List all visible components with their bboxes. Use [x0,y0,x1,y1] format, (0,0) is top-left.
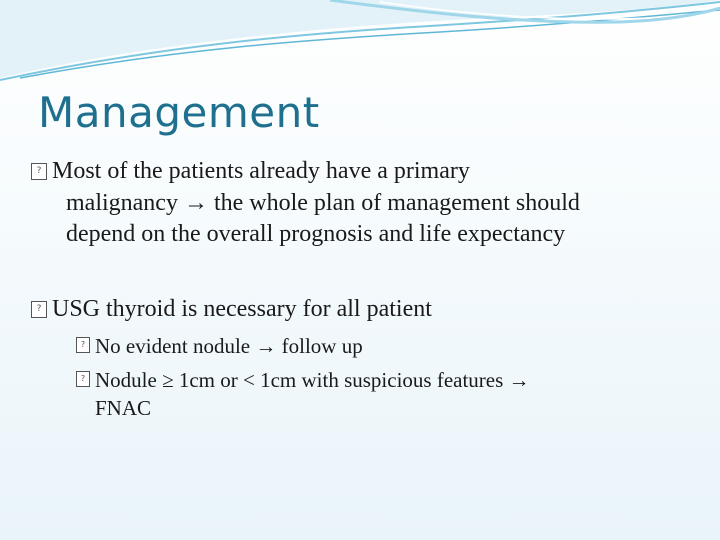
header-wave-decoration [0,0,720,90]
subbullet-item [0,366,720,422]
bullet-item [0,156,720,251]
bullet-text-line: depend on the overall prognosis and life expectancy [66,221,566,247]
bullet-box-icon: ? [76,371,90,387]
subbullet-text-line: Nodule ≥ 1cm or < 1cm with suspicious features → [95,368,530,392]
bullet-box-icon: ? [76,337,90,353]
slide-title: Management [38,88,320,137]
subbullet-text-line: No evident nodule → follow up [95,334,363,358]
subbullet-item [0,332,720,360]
bullet-text-line: USG thyroid is necessary for all patient [52,296,432,322]
bullet-box-icon: ? [31,301,47,318]
bullet-item [0,294,720,326]
bullet-text-line: Most of the patients already have a primary [52,158,470,184]
bullet-box-icon: ? [31,163,47,180]
bullet-text-line: malignancy → the whole plan of management should [66,189,580,216]
subbullet-text-line: FNAC [95,396,152,420]
